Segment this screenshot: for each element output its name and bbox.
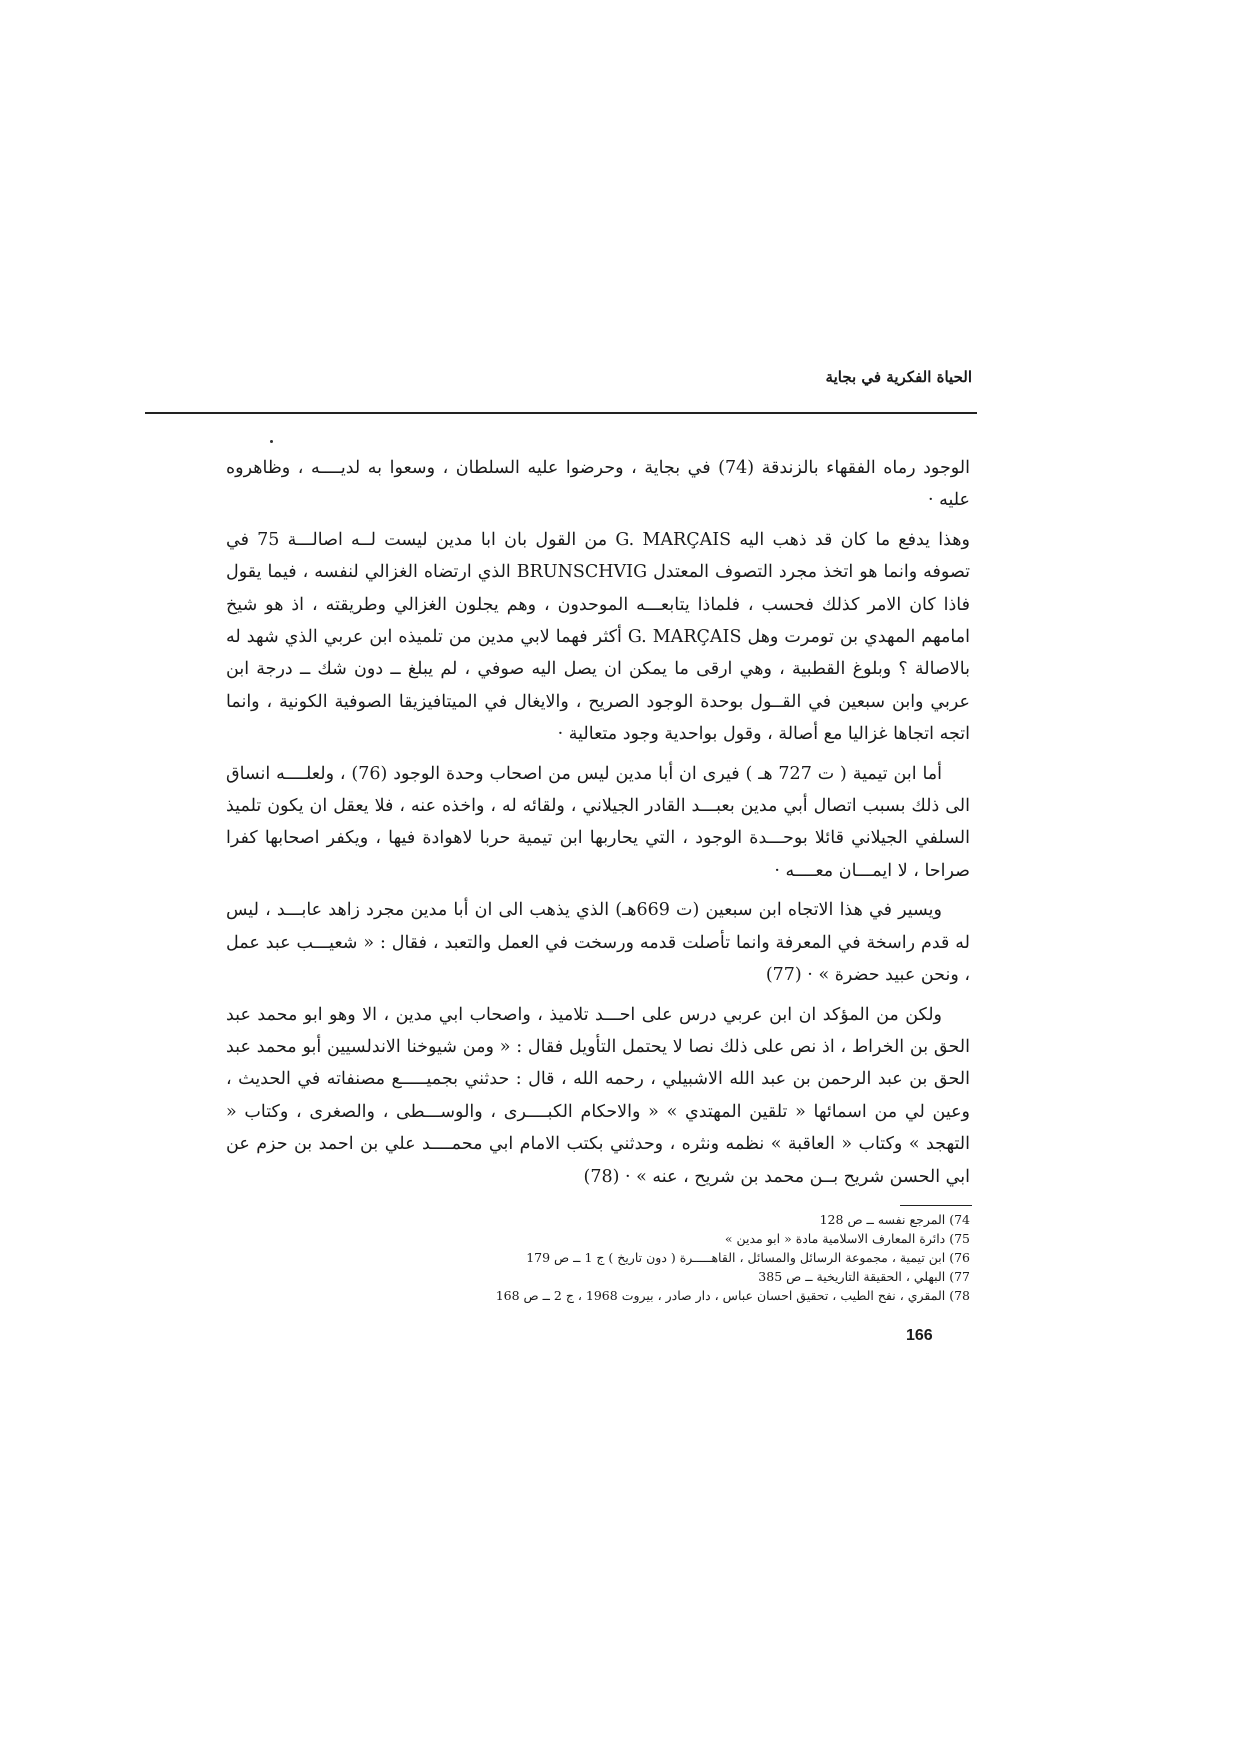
footnote-78: 78) المقري ، نفح الطيب ، تحقيق احسان عباس ، دار صادر ، بيروت 1968 ، ج 2 ــ ص 168 <box>495 1288 970 1303</box>
page-number: 166 <box>906 1327 933 1344</box>
footnote-75: 75) دائرة المعارف الاسلامية مادة « ابو مدين » <box>724 1231 970 1246</box>
header-rule <box>145 412 977 414</box>
paragraph-1: الوجود رماه الفقهاء بالزندقة (74) في بجاية ، وحرضوا عليه السلطان ، وسعوا به لديــــه ، وظاهروه عليه · <box>226 458 970 511</box>
running-header: الحياة الفكرية في بجاية <box>825 368 972 386</box>
paragraph-5: ولكن من المؤكد ان ابن عربي درس على احـــد تلاميذ ، واصحاب ابي مدين ، الا وهو ابو محمد عبد الحق بن الخراط ، اذ نص على ذلك نصا لا يحتمل التأويل فقال : « ومن شيوخنا الاندلسيين أبو محمد عبد الحق بن عبد الرحمن بن عبد الله الاشبيلي ، رحمه الله ، قال : حدثني بجميـــــع مصنفاته في الحديث ، وعين لي من اسمائها « تلقين المهتدي » « والاحكام الكبــــرى ، والوســـطى ، والصغرى ، وكتاب « التهجد » وكتاب « العاقبة » نظمه ونثره ، وحدثني بكتب الامام ابي محمــــد علي بن احمد بن حزم عن ابي الحسن شريح بــن محمد بن شريح ، عنه » · (78) <box>226 1004 970 1187</box>
scan-speck <box>270 440 273 443</box>
footnote-76: 76) ابن تيمية ، مجموعة الرسائل والمسائل ، القاهـــــرة ( دون تاريخ ) ج 1 ــ ص 179 <box>526 1250 970 1265</box>
paragraph-2: وهذا يدفع ما كان قد ذهب اليه G. MARÇAIS من القول بان ابا مدين ليست لــه اصالـــة 75 في تصوفه وانما هو اتخذ مجرد التصوف المعتدل BRUNSCHVIG الذي ارتضاه الغزالي لنفسه ، فيما يقول فاذا كان الامر كذلك فحسب ، فلماذا يتابعـــه الموحدون ، وهم يجلون الغزالي وطريقته ، اذ هو شيخ امامهم المهدي بن تومرت وهل G. MARÇAIS أكثر فهما لابي مدين من تلميذه ابن عربي الذي شهد له بالاصالة ؟ وبلوغ القطبية ، وهي ارقى ما يمكن ان يصل اليه صوفي ، لم يبلغ ــ دون شك ــ درجة ابن عربي وابن سبعين في القــول بوحدة الوجود الصريح ، والايغال في الميتافيزيقا الصوفية الكونية ، وانما اتجه اتجاها غزاليا مع أصالة ، وقول بواحدية وجود متعالية · <box>226 529 970 745</box>
body-text <box>226 452 970 1200</box>
paragraph-3: أما ابن تيمية ( ت 727 هـ ) فيرى ان أبا مدين ليس من اصحاب وحدة الوجود (76) ، ولعلــــه انساق الى ذلك بسبب اتصال أبي مدين بعبـــد القادر الجيلاني ، ولقائه له ، واخذه عنه ، فلا يعقل ان يكون تلميذ السلفي الجيلاني قائلا بوحـــدة الوجود ، التي يحاربها ابن تيمية حربا لاهوادة فيها ، ويكفر اصحابها كفرا صراحا ، لا ايمـــان معــــه · <box>226 763 970 881</box>
footnotes <box>380 1210 970 1305</box>
footnote-rule <box>900 1205 972 1206</box>
footnote-77: 77) البهلي ، الحقيقة التاريخية ــ ص 385 <box>758 1269 970 1284</box>
paragraph-4: ويسير في هذا الاتجاه ابن سبعين (ت 669هـ) الذي يذهب الى ان أبا مدين مجرد زاهد عابـــد ، ليس له قدم راسخة في المعرفة وانما تأصلت قدمه ورسخت في العمل والتعبد ، فقال : « شعيـــب عبد عمل ، ونحن عبيد حضرة » · (77) <box>226 900 970 986</box>
footnote-74: 74) المرجع نفسه ــ ص 128 <box>819 1212 970 1227</box>
